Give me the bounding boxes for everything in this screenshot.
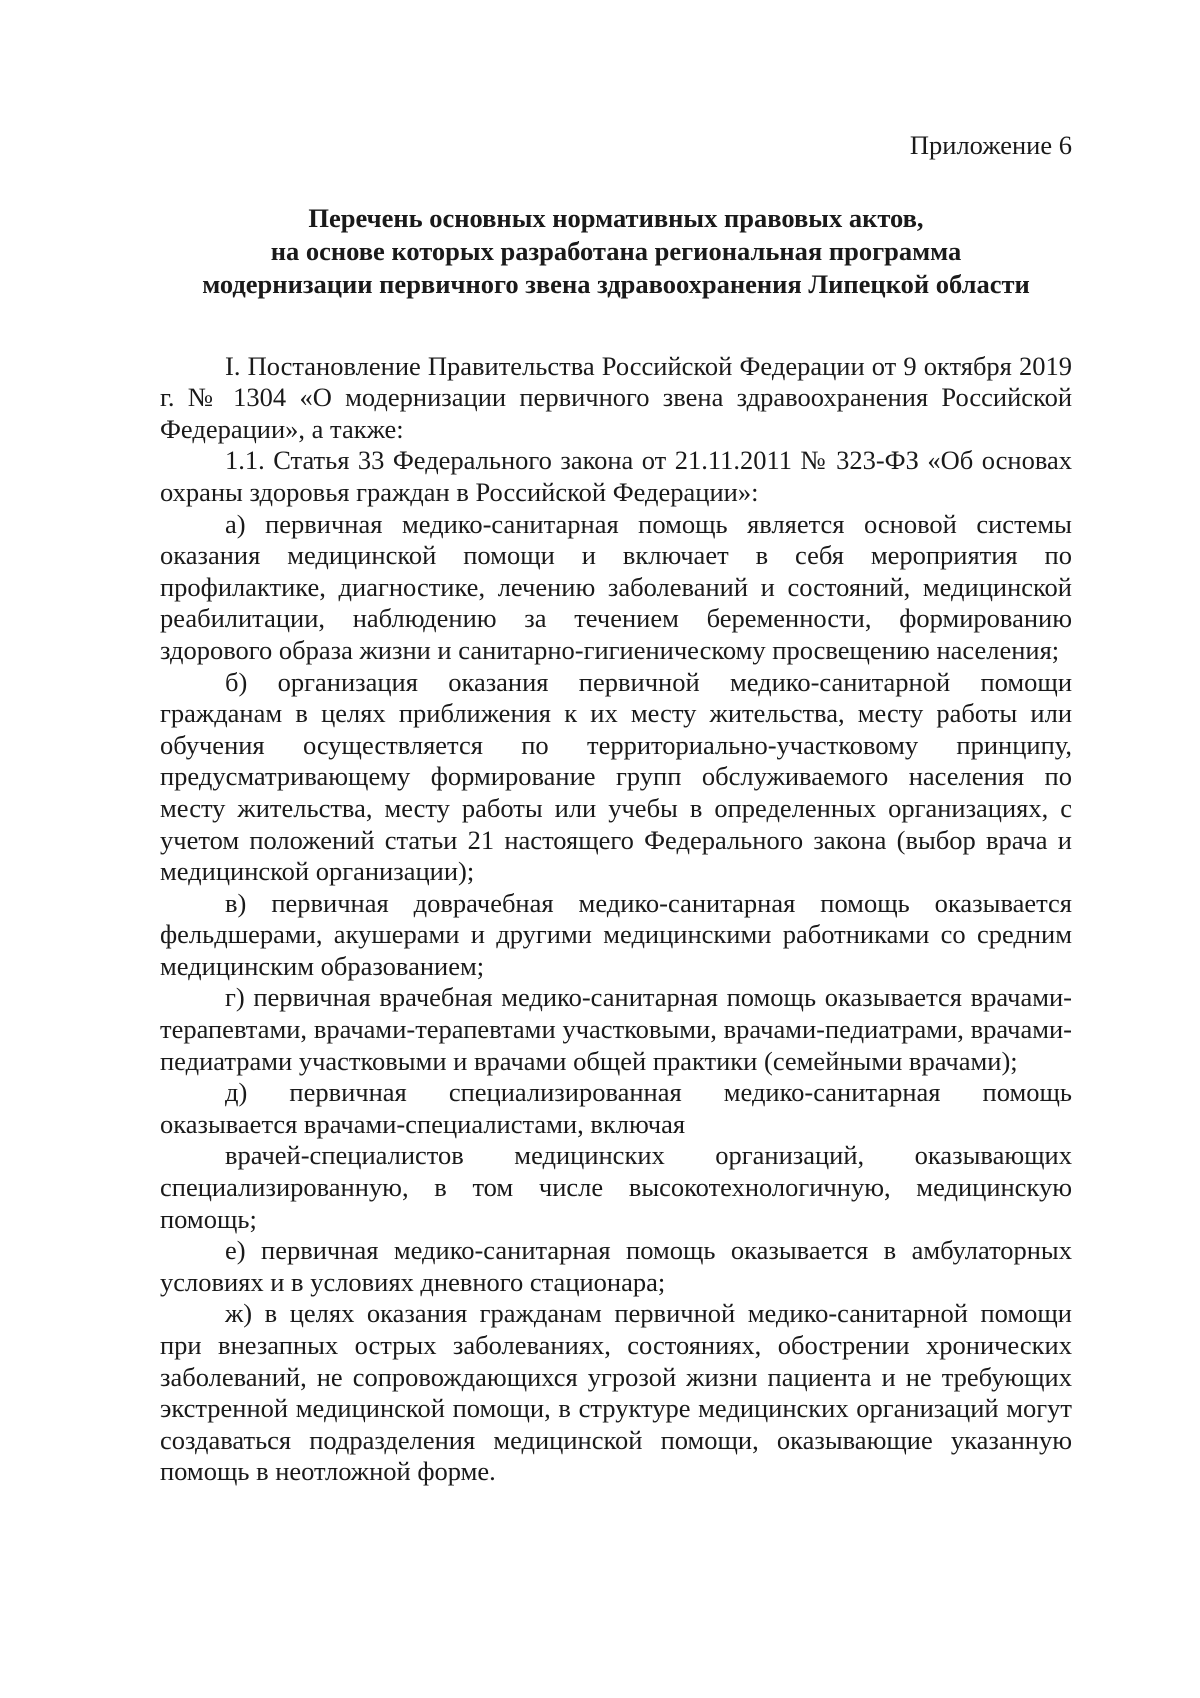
paragraph-item-e: е) первичная медико-санитарная помощь оказывается в амбулаторных условиях и в условиях дневного стационара;	[160, 1235, 1072, 1297]
paragraph-item-v: в) первичная доврачебная медико-санитарная помощь оказывается фельдшерами, акушерами и другими медицинскими работниками со средним медицинским образованием;	[160, 887, 1072, 981]
paragraph-item-d-continued: врачей-специалистов медицинских организаций, оказывающих специализированную, в том числе высокотехнологичную, медицинскую помощь;	[160, 1140, 1072, 1234]
paragraph-resolution: I. Постановление Правительства Российской Федерации от 9 октября 2019 г. № 1304 «О модернизации первичного звена здравоохранения Российской Федерации», а также:	[160, 350, 1072, 444]
paragraph-item-g: г) первичная врачебная медико-санитарная помощь оказывается врачами-терапевтами, врачами-терапевтами участковыми, врачами-педиатрами, врачами-педиатрами участковыми и врачами общей практики (семейными врачами);	[160, 982, 1072, 1076]
appendix-label: Приложение 6	[909, 130, 1072, 160]
title-line: модернизации первичного звена здравоохранения Липецкой области	[202, 268, 1030, 299]
document-body	[160, 351, 1072, 1488]
title-line: на основе которых разработана региональная программа	[270, 235, 962, 266]
paragraph-item-b: б) организация оказания первичной медико-санитарной помощи гражданам в целях приближения к их месту жительства, месту работы или обучения осуществляется по территориально-участковому принципу, предусматривающему формирование групп обслуживаемого населения по месту жительства, месту работы или учебы в определенных организациях, с учетом положений статьи 21 настоящего Федерального закона (выбор врача и медицинской организации);	[160, 666, 1072, 887]
document-page	[160, 130, 1072, 1488]
paragraph-article-33: 1.1. Статья 33 Федерального закона от 21.11.2011 № 323-ФЗ «Об основах охраны здоровья граждан в Российской Федерации»:	[160, 445, 1072, 507]
document-title	[160, 202, 1072, 301]
title-line: Перечень основных нормативных правовых актов,	[308, 202, 924, 233]
paragraph-item-a: а) первичная медико-санитарная помощь является основой системы оказания медицинской помощи и включает в себя мероприятия по профилактике, диагностике, лечению заболеваний и состояний, медицинской реабилитации, наблюдению за течением беременности, формированию здорового образа жизни и санитарно-гигиеническому просвещению населения;	[160, 508, 1072, 665]
paragraph-item-zh: ж) в целях оказания гражданам первичной медико-санитарной помощи при внезапных острых заболеваниях, состояниях, обострении хронических заболеваний, не сопровождающихся угрозой жизни пациента и не требующих экстренной медицинской помощи, в структуре медицинских организаций могут создаваться подразделения медицинской помощи, оказывающие указанную помощь в неотложной форме.	[160, 1298, 1072, 1487]
paragraph-item-d: д) первичная специализированная медико-санитарная помощь оказывается врачами-специалистами, включая	[160, 1077, 1072, 1139]
